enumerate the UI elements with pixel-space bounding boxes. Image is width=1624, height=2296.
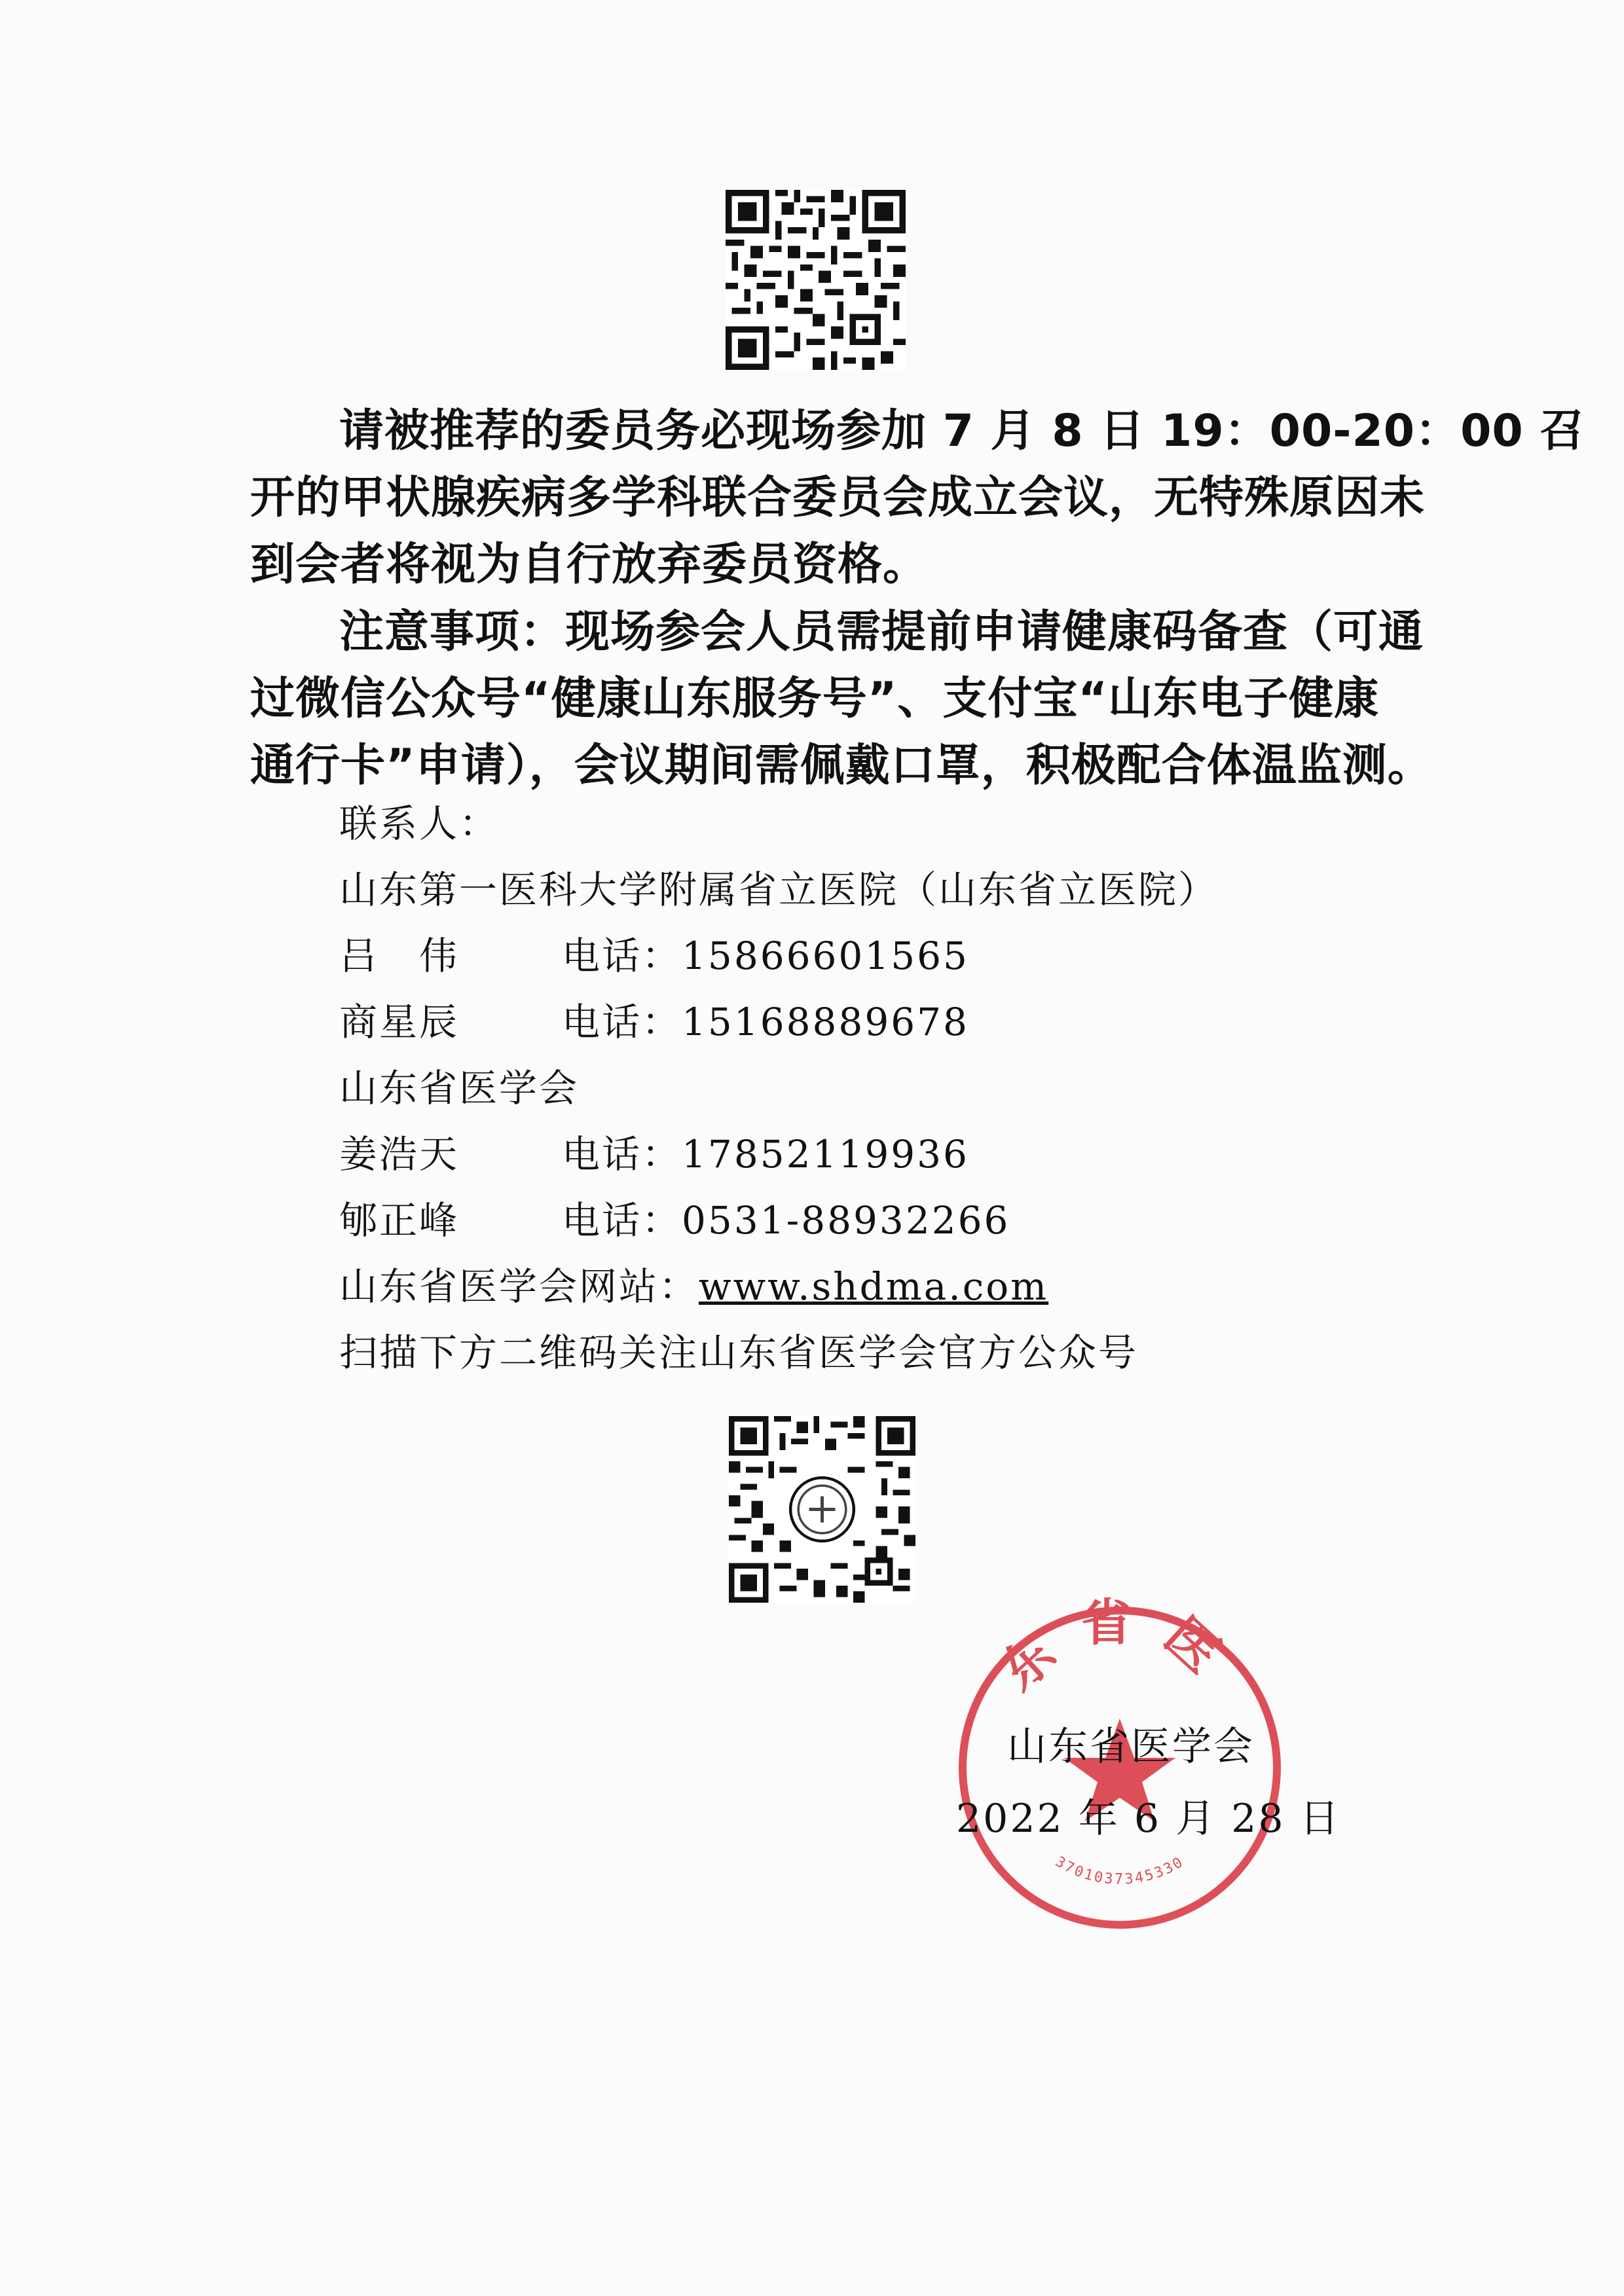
contacts-heading: 联系人： bbox=[339, 801, 500, 846]
paragraph-line: 到会者将视为自行放弃委员资格。 bbox=[250, 539, 929, 591]
phone-label: 电话： bbox=[562, 1132, 682, 1176]
phone-number: 17852119936 bbox=[682, 1132, 969, 1176]
hospital-name: 山东第一医科大学附属省立医院（山东省立医院） bbox=[339, 867, 1219, 912]
paragraph-line: 过微信公众号“健康山东服务号”、支付宝“山东电子健康 bbox=[250, 673, 1380, 725]
website-label: 山东省医学会网站： bbox=[339, 1264, 699, 1309]
contact-row bbox=[339, 923, 1387, 989]
signature-date: 2022 年 6 月 28 日 bbox=[956, 1796, 1341, 1842]
phone-number: 0531-88932266 bbox=[682, 1198, 1010, 1243]
signature-organization: 山东省医学会 bbox=[1007, 1724, 1255, 1770]
meeting-notice-paragraph bbox=[250, 398, 1585, 598]
phone-label: 电话： bbox=[562, 934, 682, 978]
contact-row bbox=[339, 1121, 1387, 1188]
paragraph-line: 通行卡”申请），会议期间需佩戴口罩，积极配合体温监测。 bbox=[250, 740, 1433, 792]
contact-name: 吕 伟 bbox=[339, 934, 460, 978]
phone-number: 15866601565 bbox=[682, 934, 969, 978]
paragraph-line: 开的甲状腺疾病多学科联合委员会成立会议，无特殊原因未 bbox=[250, 472, 1426, 524]
official-account-qr-icon bbox=[729, 1416, 915, 1603]
contact-name: 郇正峰 bbox=[339, 1198, 460, 1243]
phone-label: 电话： bbox=[562, 1198, 682, 1243]
contact-row bbox=[339, 989, 1387, 1055]
contact-name: 姜浩天 bbox=[339, 1132, 460, 1176]
precautions-paragraph bbox=[250, 599, 1433, 799]
phone-number: 15168889678 bbox=[682, 1000, 969, 1044]
association-name: 山东省医学会 bbox=[339, 1066, 580, 1110]
seal-text: 东省医 bbox=[989, 1597, 1251, 1702]
qr-instruction: 扫描下方二维码关注山东省医学会官方公众号 bbox=[339, 1330, 1139, 1375]
phone-label: 电话： bbox=[562, 1000, 682, 1044]
qr-code-top-icon bbox=[726, 190, 906, 370]
seal-number: 3701037345330 bbox=[1052, 1853, 1188, 1888]
website-row bbox=[339, 1254, 1387, 1320]
contact-block bbox=[339, 791, 1387, 1386]
contact-row bbox=[339, 1188, 1387, 1254]
svg-text:东省医 bbox=[989, 1597, 1250, 1702]
svg-text:3701037345330 bbox=[1052, 1853, 1187, 1887]
contact-name: 商星辰 bbox=[339, 1000, 460, 1044]
website-link[interactable]: www.shdma.com bbox=[699, 1264, 1049, 1309]
paragraph-line: 请被推荐的委员务必现场参加 7 月 8 日 19：00-20：00 召 bbox=[339, 405, 1585, 457]
paragraph-line: 注意事项：现场参会人员需提前申请健康码备查（可通 bbox=[339, 606, 1424, 658]
